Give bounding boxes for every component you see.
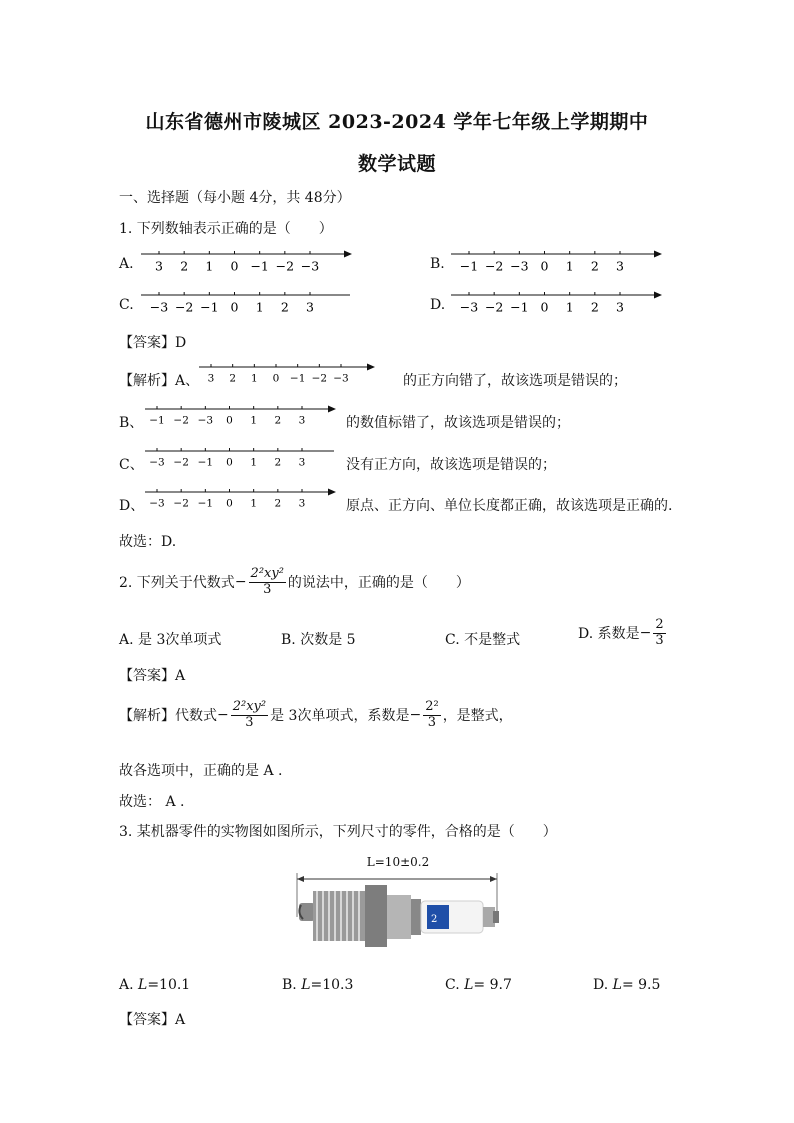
axis-tick-label: 1 [205, 258, 214, 274]
spark-plug-figure [295, 855, 501, 955]
axis-tick-label: 0 [230, 299, 239, 315]
axis-tick-label: −1 [200, 299, 219, 315]
axis-tick-label: −2 [275, 258, 295, 274]
axis-tick-label: −2 [173, 456, 189, 469]
q3-stem: 3. 某机器零件的实物图如图所示，下列尺寸的零件，合格的是（ ） [119, 824, 557, 840]
axis-tick-label: 0 [230, 258, 239, 274]
q1-answer: 【答案】D [119, 335, 187, 351]
axis-tick-label: −3 [197, 414, 214, 427]
axis-tick-label: 1 [255, 299, 264, 315]
axis-tick-label: 2 [274, 456, 282, 469]
q1-analysis-b-prefix: B、 [119, 415, 144, 431]
q2-answer: 【答案】A [119, 668, 186, 684]
axis-tick-label: −2 [311, 372, 328, 385]
q3-option-c: C. L= 9.7 [445, 977, 512, 993]
q1-conclusion: 故选：D. [119, 534, 177, 550]
axis-tick-label: 2 [180, 258, 189, 274]
q2-stem: 2. 下列关于代数式 − $\frac{\text{2²xy²}}{3}$ 的说法中，正确的是（ ） [119, 566, 470, 597]
axis-tick-label: −3 [333, 372, 349, 385]
axis-arrow [367, 364, 375, 371]
axis-arrow [328, 489, 336, 496]
axis-tick-label: 2 [590, 299, 599, 315]
axis-tick-label: −3 [300, 258, 320, 274]
q2-option-d: D. 系数是 − $\frac{2}{3}$ [578, 617, 664, 648]
q1-analysis-d-prefix: D、 [119, 498, 145, 514]
axis-tick-label: 2 [229, 372, 237, 385]
axis-tick-label: −3 [149, 299, 169, 315]
q1-analysis-c-prefix: C、 [119, 457, 144, 473]
axis-tick-label: 3 [616, 299, 624, 315]
axis-tick-label: 0 [226, 497, 233, 510]
q2-conclusion: 故选： A . [119, 794, 185, 810]
q1-axis-b [449, 245, 664, 279]
q1-analysis-axis-d [143, 484, 338, 514]
axis-tick-label: 3 [616, 258, 624, 274]
axis-tick-label: −1 [197, 497, 214, 510]
axis-tick-label: 3 [298, 497, 306, 510]
axis-tick-label: 0 [226, 414, 233, 427]
axis-tick-label: −3 [149, 497, 165, 510]
axis-tick-label: −1 [197, 456, 214, 469]
q1-analysis-d-text: 原点、正方向、单位长度都正确，故该选项是正确的. [346, 498, 673, 514]
q1-analysis-axis-b [143, 401, 338, 431]
axis-tick-label: −3 [459, 299, 479, 315]
q2-analysis-line2: 故各选项中，正确的是 A . [119, 763, 283, 779]
page-subtitle: 数学试题 [357, 153, 436, 175]
q2-option-c: C. 不是整式 [445, 632, 521, 648]
q2-analysis: 【解析】代数式 − $\frac{\text{2²xy²}}{3}$ 是 3次单项式，系数是 − $\frac{\text{2²}}{3}$ ，是整式， [119, 699, 513, 730]
axis-tick-label: −1 [289, 372, 306, 385]
q1-option-a-letter: A. [119, 256, 134, 272]
axis-tick-label: 1 [250, 414, 258, 427]
q1-stem: 1. 下列数轴表示正确的是（ ） [119, 221, 333, 237]
axis-tick-label: 3 [298, 414, 306, 427]
axis-tick-label: 0 [540, 258, 549, 274]
axis-tick-label: 2 [590, 258, 599, 274]
q2-option-b: B. 次数是 5 [281, 632, 356, 648]
q1-analysis-b-text: 的数值标错了，故该选项是错误的； [346, 415, 570, 431]
q3-option-a: A. L=10.1 [119, 977, 191, 993]
axis-tick-label: 1 [250, 372, 258, 385]
q1-axis-a [139, 245, 354, 279]
q1-analysis-label: 【解析】A、 [119, 373, 200, 389]
axis-tick-label: 3 [298, 456, 306, 469]
q1-analysis-a-text: 的正方向错了，故该选项是错误的； [403, 373, 627, 389]
axis-tick-label: 1 [250, 497, 258, 510]
axis-tick-label: −2 [173, 497, 189, 510]
axis-arrow [654, 251, 662, 258]
axis-tick-label: 1 [565, 258, 574, 274]
q2-expression: $\frac{\text{2²xy²}}{3}$ [250, 566, 284, 597]
svg-text:2: 2 [431, 914, 438, 925]
axis-tick-label: 1 [250, 456, 258, 469]
section-heading: 一、选择题（每小题 4分，共 48分） [119, 190, 351, 206]
axis-tick-label: 3 [207, 372, 215, 385]
axis-arrow [328, 406, 336, 413]
axis-tick-label: −2 [484, 258, 504, 274]
axis-tick-label: 0 [540, 299, 549, 315]
axis-tick-label: 0 [226, 456, 233, 469]
spark-plug-image [295, 855, 501, 955]
q1-option-b-letter: B. [430, 256, 445, 272]
axis-tick-label: −2 [173, 414, 189, 427]
q1-analysis-c-text: 没有正方向，故该选项是错误的； [346, 457, 556, 473]
axis-tick-label: −3 [149, 456, 165, 469]
q3-option-d: D. L= 9.5 [593, 977, 661, 993]
axis-tick-label: −2 [484, 299, 504, 315]
axis-tick-label: 3 [306, 299, 314, 315]
axis-tick-label: 1 [565, 299, 574, 315]
axis-tick-label: 2 [274, 497, 282, 510]
axis-tick-label: −1 [459, 258, 479, 274]
axis-tick-label: −3 [510, 258, 529, 274]
dimension-label: L=10±0.2 [366, 855, 430, 869]
axis-tick-label: 2 [274, 414, 282, 427]
axis-tick-label: 3 [155, 258, 163, 274]
axis-arrow [344, 251, 352, 258]
q1-axis-d [449, 286, 664, 320]
page-title: 山东省德州市陵城区 2023-2024 学年七年级上学期期中 [145, 111, 649, 133]
q3-option-b: B. L=10.3 [282, 977, 354, 993]
q2-option-a: A. 是 3次单项式 [119, 632, 222, 648]
axis-tick-label: 2 [280, 299, 289, 315]
axis-tick-label: −2 [174, 299, 194, 315]
q3-answer: 【答案】A [119, 1012, 186, 1028]
q1-analysis-axis-a [197, 359, 377, 389]
q1-option-d-letter: D. [430, 297, 446, 313]
q1-option-c-letter: C. [119, 297, 134, 313]
axis-tick-label: −1 [149, 414, 165, 427]
axis-tick-label: −1 [250, 258, 269, 274]
axis-arrow [654, 292, 662, 299]
axis-tick-label: −1 [510, 299, 529, 315]
q1-axis-c [139, 286, 354, 320]
q1-analysis-axis-c [143, 443, 338, 473]
axis-tick-label: 0 [272, 372, 280, 385]
